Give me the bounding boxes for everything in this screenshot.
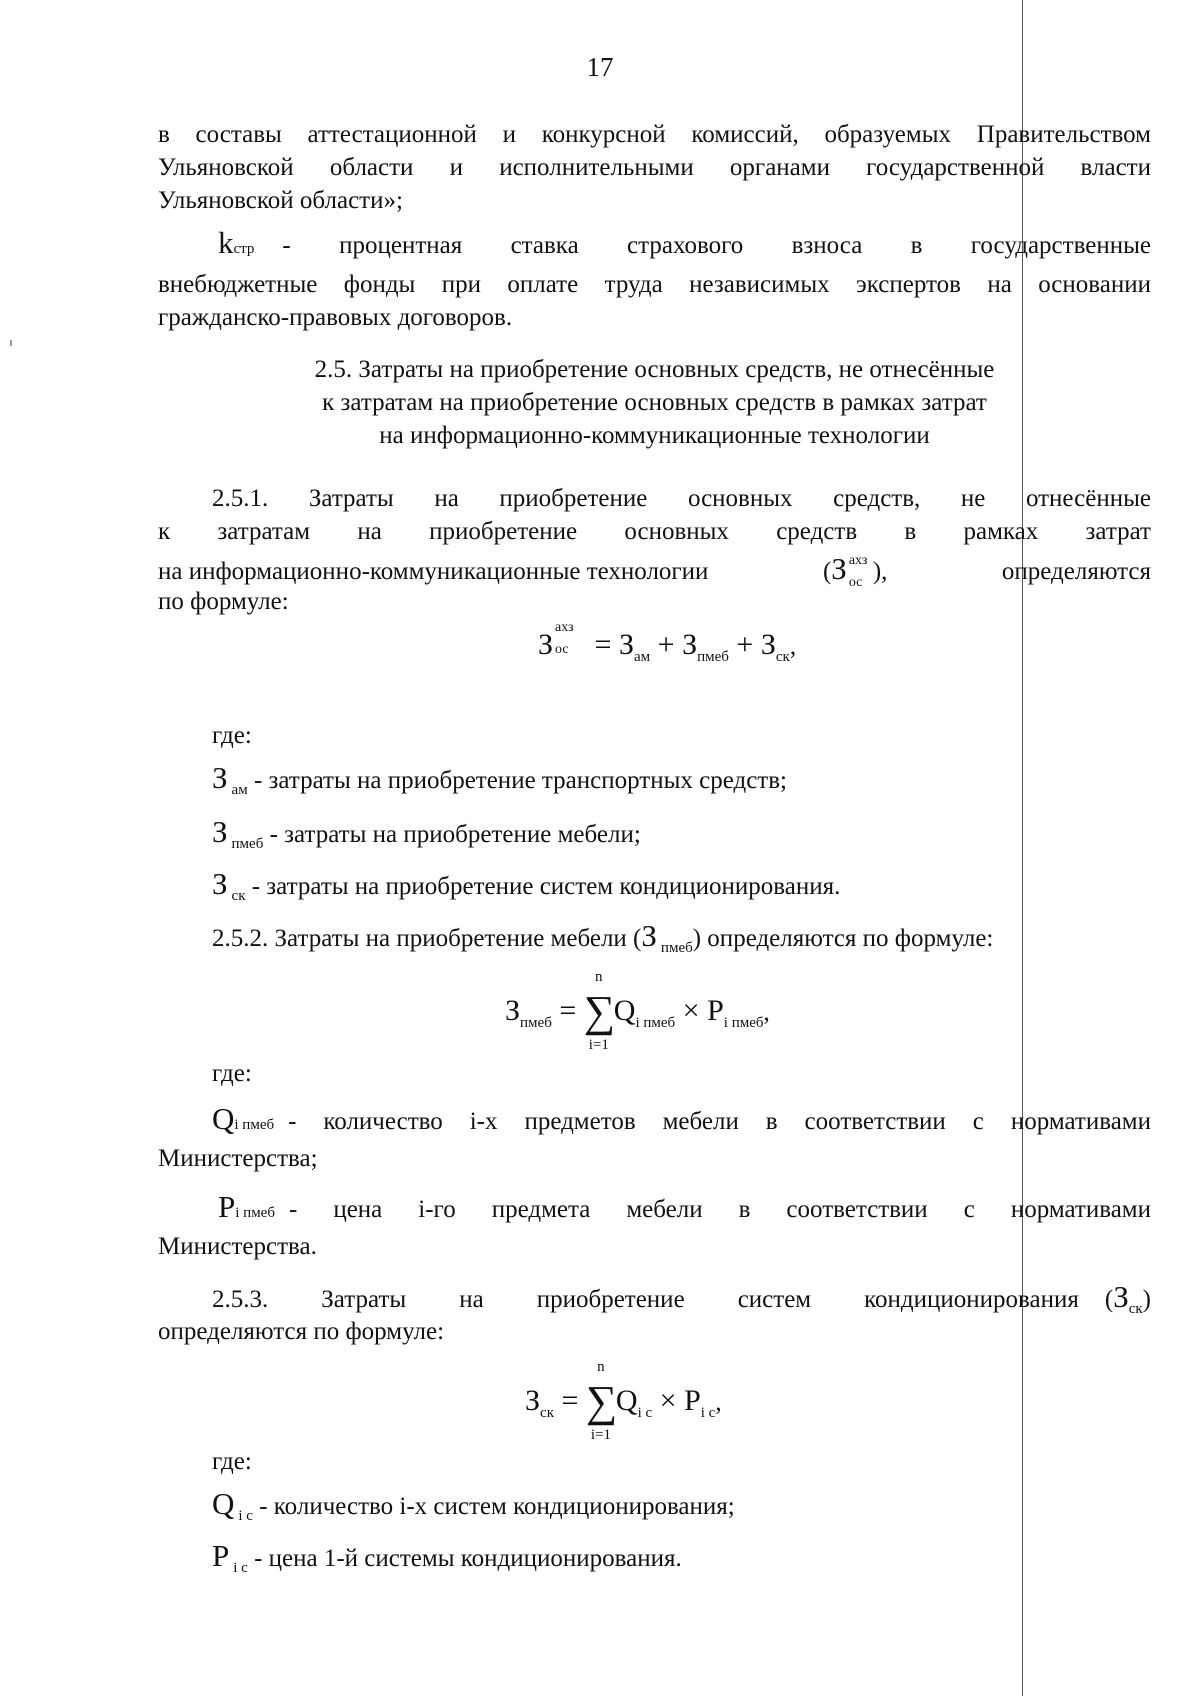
def-z-am-sym: З xyxy=(212,760,228,795)
f2-lhs-sub: пмеб xyxy=(520,1015,552,1031)
f2-comma: , xyxy=(763,999,770,1026)
p252-sub: пмеб xyxy=(660,940,693,956)
def-q-c-sym: Q xyxy=(212,1486,235,1521)
p251-line3 xyxy=(158,552,1151,588)
where-label-3: где: xyxy=(212,1448,252,1475)
f3-sum-lower: i=1 xyxy=(590,1427,611,1443)
f3-lhs-sub: ск xyxy=(540,1405,554,1421)
f1-plus1: + xyxy=(657,628,675,661)
p251-subsup xyxy=(847,552,873,590)
section-heading-line2: к затратам на приобретение основных средств в рамках затрат xyxy=(322,389,987,416)
p251-line2: к затратам на приобретение основных средств в рамках затрат xyxy=(158,518,1151,545)
p252-text-b: ) определяются по формуле: xyxy=(692,925,994,952)
p253-symbol: $(З_{ск})$ xyxy=(1104,1279,1151,1317)
f1-t1: З xyxy=(618,628,634,661)
f2-sum-icon: ∑ n i=1 xyxy=(583,969,616,1053)
p251-line3-tail: определяются xyxy=(1001,558,1151,585)
para1-line1: в составы аттестационной и конкурсной комиссий, образуемых Правительством xyxy=(158,121,1151,148)
where-label-2: где: xyxy=(212,1060,252,1087)
p252-text-a: 2.5.2. Затраты на приобретение мебели ( xyxy=(212,925,642,952)
p253-sym: З xyxy=(1113,1279,1129,1314)
para1-line2: Ульяновской области и исполнительными органами государственной власти xyxy=(158,154,1151,181)
f3-comma: , xyxy=(715,1389,722,1416)
def-z-pmeb xyxy=(212,814,641,853)
def-z-am-sub: ам xyxy=(231,782,248,798)
def-q-pmeb xyxy=(158,1102,1151,1142)
scan-speck xyxy=(10,340,12,346)
f1-plus2: + xyxy=(736,628,754,661)
def-z-sk-sym: З xyxy=(212,866,228,901)
formula-3 xyxy=(525,1359,722,1443)
page-number: 17 xyxy=(586,52,614,82)
f1-lhs: З xyxy=(538,628,554,661)
formula-2 xyxy=(505,969,770,1053)
def-p-c-sub: i c xyxy=(233,1560,248,1576)
p253-sub: ск xyxy=(1128,1301,1143,1317)
def-q-c-text: - количество i-х систем кондиционирования; xyxy=(259,1493,735,1520)
para1-line3: Ульяновской области»; xyxy=(158,187,403,214)
f2-times: × xyxy=(682,994,700,1027)
kstr-sub: стр xyxy=(233,241,255,257)
f3-p: P xyxy=(684,1384,701,1417)
f2-p-sub: i пмеб xyxy=(723,1015,764,1031)
f3-q: Q xyxy=(615,1384,638,1417)
f2-p: P xyxy=(707,994,724,1027)
formula-1 xyxy=(538,620,797,666)
def-q-pmeb-sub: i пмеб xyxy=(234,1117,275,1133)
f1-eq: = xyxy=(594,628,612,661)
p253-line1-text: 2.5.3. Затраты на приобретение систем кондиционирования xyxy=(212,1286,1079,1313)
section-heading-line1: 2.5. Затраты на приобретение основных средств, не отнесённые xyxy=(314,356,995,383)
p251-line3-symbol: (З ахз ос ), xyxy=(823,552,887,588)
def-p-c-text: - цена 1-й системы кондиционирования. xyxy=(254,1545,682,1572)
def-z-am-text: - затраты на приобретение транспортных средств; xyxy=(253,767,787,794)
def-p-pmeb xyxy=(158,1190,1151,1230)
def-z-pmeb-sub: пмеб xyxy=(231,836,264,852)
def-z-sk-text: - затраты на приобретение систем кондиционирования. xyxy=(251,873,841,900)
f1-t2-sub: пмеб xyxy=(697,649,729,665)
f2-lhs: З xyxy=(505,994,521,1027)
def-q-pmeb-text: - количество i-х предметов мебели в соответствии с нормативами xyxy=(288,1108,1151,1135)
f3-lhs: З xyxy=(525,1384,541,1417)
kstr-line2: внебюджетные фонды при оплате труда независимых экспертов на основании xyxy=(158,271,1151,298)
def-q-c xyxy=(212,1486,735,1525)
p251-line3-text: на информационно-коммуникационные технологии xyxy=(158,558,709,585)
def-p-pmeb-text: - цена i-го предмета мебели в соответствии с нормативами xyxy=(288,1196,1151,1223)
def-z-sk-sub: ск xyxy=(231,888,246,904)
f2-sum-lower: i=1 xyxy=(588,1037,609,1053)
f1-lhs-sub: ос xyxy=(555,642,569,657)
p253-line2: определяются по формуле: xyxy=(158,1318,445,1345)
p251-sub: ос xyxy=(848,575,863,590)
f3-q-sub: i c xyxy=(637,1405,653,1421)
def-z-am xyxy=(212,760,787,799)
def-q-pmeb-cont: Министерства; xyxy=(158,1145,318,1172)
f3-eq: = xyxy=(561,1384,579,1417)
def-p-c-sym: P xyxy=(212,1538,230,1573)
f2-sum-upper: n xyxy=(595,969,603,985)
kstr-line1 xyxy=(158,226,1151,266)
kstr-symbol: k xyxy=(218,225,234,260)
f3-p-sub: i c xyxy=(700,1405,716,1421)
def-z-pmeb-text: - затраты на приобретение мебели; xyxy=(269,821,641,848)
f1-t3-sub: ск xyxy=(775,649,790,665)
kstr-line3: гражданско-правовых договоров. xyxy=(158,304,513,331)
def-q-pmeb-sym: Q xyxy=(212,1101,235,1136)
p251-line1: 2.5.1. Затраты на приобретение основных средств, не отнесённые xyxy=(212,485,1151,512)
f1-lhs-subsup xyxy=(553,620,587,657)
p251-line4: по формуле: xyxy=(158,588,289,615)
kstr-line1-text: - процентная ставка страхового взноса в государственные xyxy=(282,232,1151,259)
f2-q-sub: i пмеб xyxy=(635,1015,676,1031)
f1-t3: З xyxy=(760,628,776,661)
where-label-1: где: xyxy=(212,722,252,749)
p252-sym: З xyxy=(641,918,657,953)
def-p-pmeb-sym: P xyxy=(218,1189,236,1224)
f1-t1-sub: ам xyxy=(633,649,651,665)
f3-times: × xyxy=(659,1384,677,1417)
def-p-pmeb-sub: i пмеб xyxy=(235,1205,275,1221)
def-z-pmeb-sym: З xyxy=(212,814,228,849)
p251-sup: ахз xyxy=(848,553,868,568)
f1-t2: З xyxy=(682,628,698,661)
def-q-c-sub: i c xyxy=(238,1508,253,1524)
def-z-sk xyxy=(212,866,840,905)
f2-q: Q xyxy=(613,994,636,1027)
f2-eq: = xyxy=(559,994,577,1027)
f1-comma: , xyxy=(789,633,797,660)
f3-sum-icon: ∑ n i=1 xyxy=(585,1359,618,1443)
section-heading-line3: на информационно-коммуникационные технологии xyxy=(379,422,930,449)
p252-line xyxy=(212,918,993,957)
f1-lhs-sup: ахз xyxy=(555,620,574,635)
def-p-c xyxy=(212,1538,682,1577)
def-p-pmeb-cont: Министерства. xyxy=(158,1233,317,1260)
p251-sym-z: З xyxy=(831,551,847,586)
f3-sum-upper: n xyxy=(597,1359,605,1375)
